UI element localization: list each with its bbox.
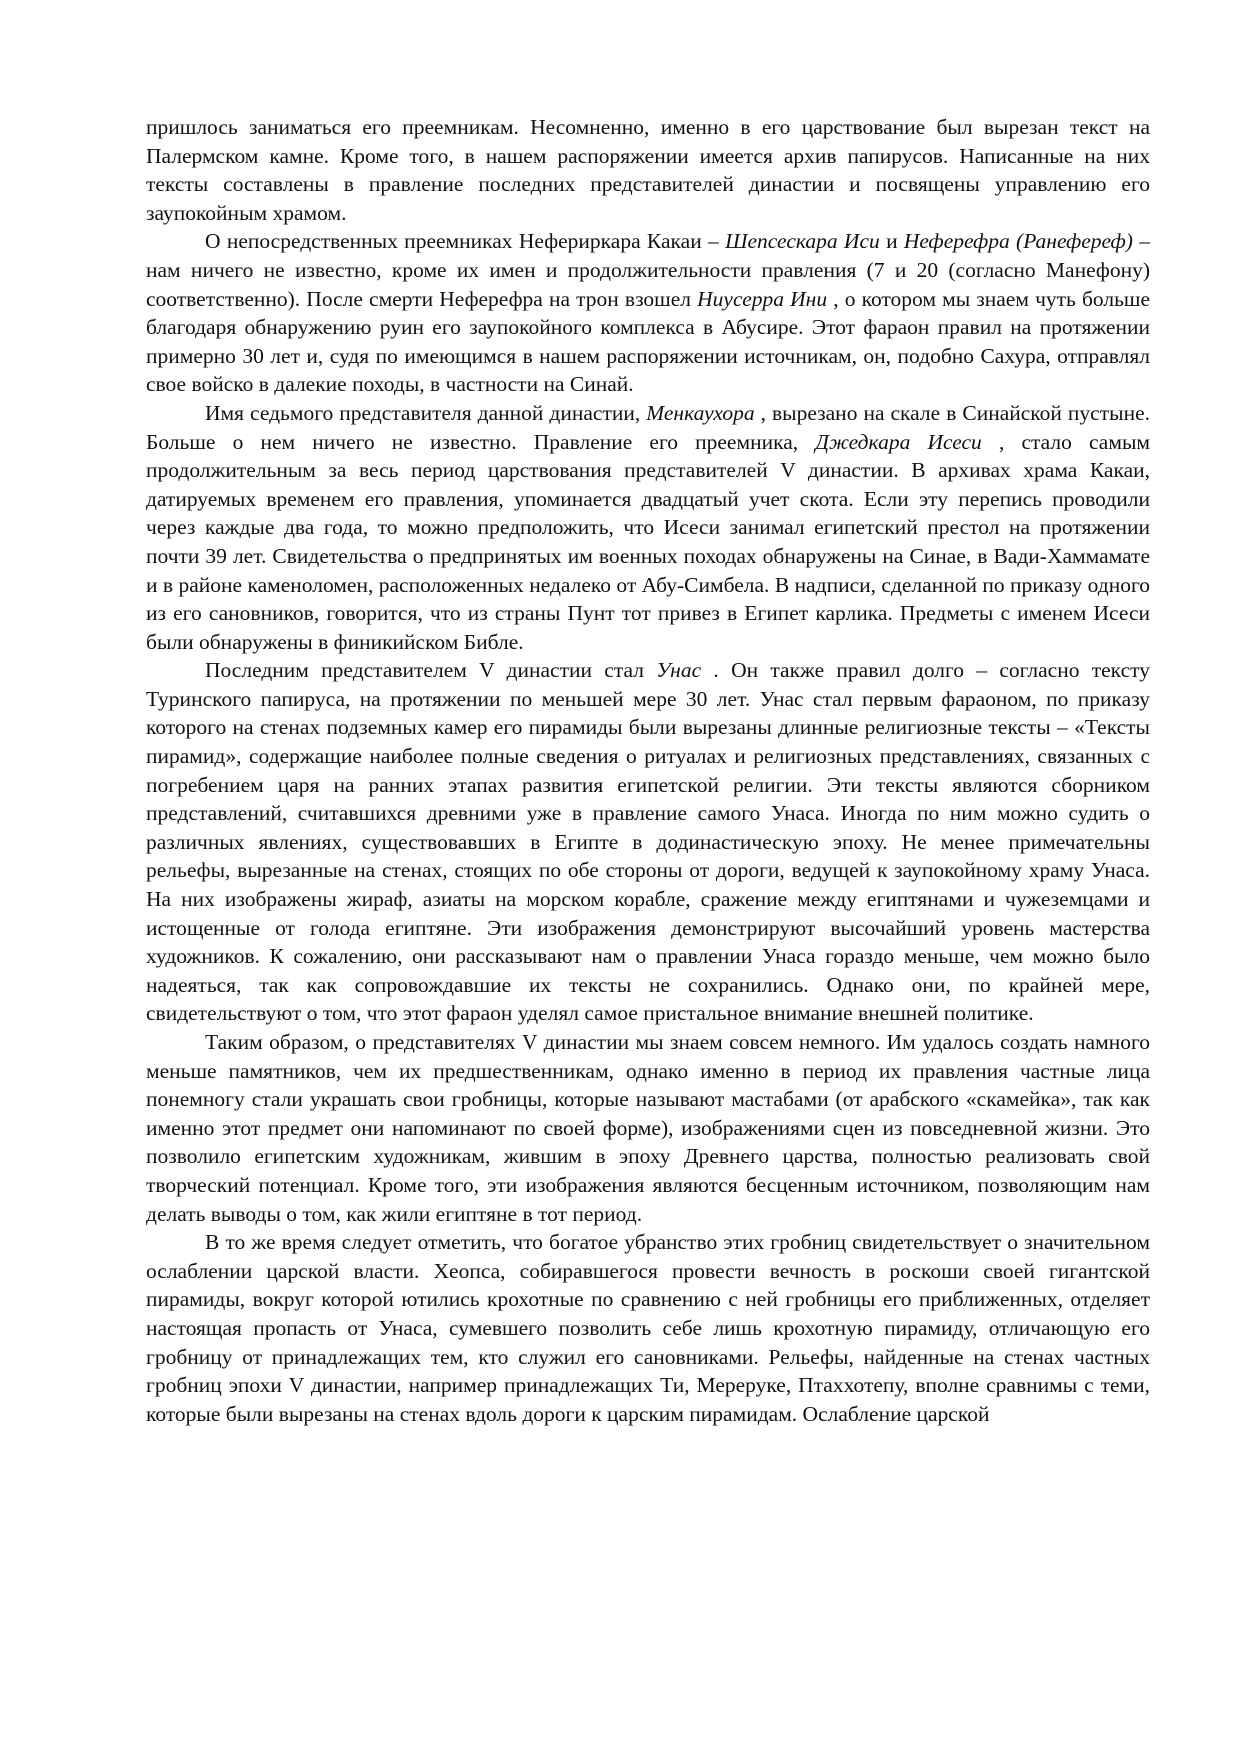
paragraph-text: Последним представителем V династии стал bbox=[205, 658, 657, 683]
paragraph-text: О непосредственных преемниках Нефериркара Какаи – bbox=[205, 229, 726, 254]
paragraph-text: . Он также правил долго – согласно тексту Туринского папируса, на протяжении по меньшей мере 30 лет. Унас стал первым фараоном, по приказу которого на стенах подземных камер его пирамиды были вырезаны длинные религиозные тексты – «Тексты пирамид», содержащие наиболее полные сведения о ритуалах и религиозных представлениях, связанных с погребением царя на ранних этапах развития египетской религии. Эти тексты являются сборником представлений, считавшихся древними уже в правление самого Унаса. Иногда по ним можно судить о различных явлениях, существовавших в Египте в додинастическую эпоху. Не менее примечательны рельефы, вырезанные на стенах, стоящих по обе стороны от дороги, ведущей к заупокойному храму Унаса. На них изображены жираф, азиаты на морском корабле, сражение между египтянами и чужеземцами и истощенные от голода египтяне. Эти изображения демонстрируют высочайший уровень мастерства художников. К сожалению, они рассказывают нам о правлении Унаса гораздо меньше, чем можно было надеяться, так как сопровождавшие их тексты не сохранились. Однако они, по крайней мере, свидетельствуют о том, что этот фараон уделял самое пристальное внимание внешней политике. bbox=[146, 658, 1150, 1026]
paragraph-text: пришлось заниматься его преемникам. Несомненно, именно в его царствование был вырезан текст на Палермском камне. Кроме того, в нашем распоряжении имеется архив папирусов. Написанные на них тексты составлены в правление последних представителей династии и посвящены управлению его заупокойным храмом. bbox=[146, 115, 1150, 225]
paragraph-2 bbox=[146, 227, 1150, 399]
paragraph-text: Имя седьмого представителя данной династии, bbox=[205, 400, 647, 425]
paragraph-4 bbox=[146, 656, 1150, 1028]
paragraph-1 bbox=[146, 113, 1150, 227]
paragraph-text: – нам ничего не известно, кроме их имен и продолжительности правления (7 и 20 (согласно Манефону) соответственно). После смерти Неферефра на трон взошел bbox=[146, 229, 1151, 311]
document-page bbox=[146, 113, 1150, 1428]
paragraph-3 bbox=[146, 399, 1150, 656]
paragraph-5 bbox=[146, 1028, 1150, 1228]
paragraph-text: , о котором мы знаем чуть больше благодаря обнаружению руин его заупокойного комплекса в Абусире. Этот фараон правил на протяжении примерно 30 лет и, судя по имеющимся в нашем распоряжении источникам, он, подобно Сахура, отправлял свое войско в далекие походы, в частности на Синай. bbox=[146, 286, 1151, 397]
paragraph-text: , стало самым продолжительным за весь период царствования представителей V династии. В архивах храма Какаи, датируемых временем его правления, упоминается двадцатый учет скота. Если эту перепись проводили через каждые два года, то можно предположить, что Исеси занимал египетский престол на протяжении почти 39 лет. Свидетельства о предпринятых им военных походах обнаружены на Синае, в Вади-Хаммамате и в районе каменоломен, расположенных недалеко от Абу-Симбела. В надписи, сделанной по приказу одного из его сановников, говорится, что из страны Пунт тот привез в Египет карлика. Предметы с именем Исеси были обнаружены в финикийском Библе. bbox=[146, 429, 1151, 654]
paragraph-text: , вырезано на скале в Синайской пустыне. Больше о нем ничего не известно. Правление его преемника, bbox=[146, 400, 1150, 454]
paragraph-6 bbox=[146, 1228, 1150, 1428]
pharaoh-name-italic: Менкаухора bbox=[646, 400, 755, 425]
pharaoh-name-italic: Шепсескара Иси bbox=[725, 229, 880, 254]
pharaoh-name-italic: Неферефра (Ранефереф) bbox=[903, 229, 1133, 254]
paragraph-text: и bbox=[879, 229, 904, 254]
pharaoh-name-italic: Джедкара Исеси bbox=[815, 429, 982, 454]
paragraph-text: Таким образом, о представителях V династии мы знаем совсем немного. Им удалось создать намного меньше памятников, чем их предшественникам, однако именно в период их правления частные лица понемногу стали украшать свои гробницы, которые называют мастабами (от арабского «скамейка», так как именно этот предмет они напоминают по своей форме), изображениями сцен из повседневной жизни. Это позволило египетским художникам, жившим в эпоху Древнего царства, полностью реализовать свой творческий потенциал. Кроме того, эти изображения являются бесценным источником, позволяющим нам делать выводы о том, как жили египтяне в тот период. bbox=[146, 1030, 1150, 1226]
pharaoh-name-italic: Ниусерра Ини bbox=[697, 286, 828, 311]
paragraph-text: В то же время следует отметить, что богатое убранство этих гробниц свидетельствует о значительном ослаблении царской власти. Хеопса, собиравшегося провести вечность в роскоши своей гигантской пирамиды, вокруг которой ютились крохотные по сравнению с ней гробницы его приближенных, отделяет настоящая пропасть от Унаса, сумевшего позволить себе лишь крохотную пирамиду, отличающую его гробницу от принадлежащих тем, кто служил его сановниками. Рельефы, найденные на стенах частных гробниц эпохи V династии, например принадлежащих Ти, Мереруке, Птаххотепу, вполне сравнимы с теми, которые были вырезаны на стенах вдоль дороги к царским пирамидам. Ослабление царской bbox=[146, 1230, 1150, 1426]
pharaoh-name-italic: Унас bbox=[656, 658, 702, 683]
